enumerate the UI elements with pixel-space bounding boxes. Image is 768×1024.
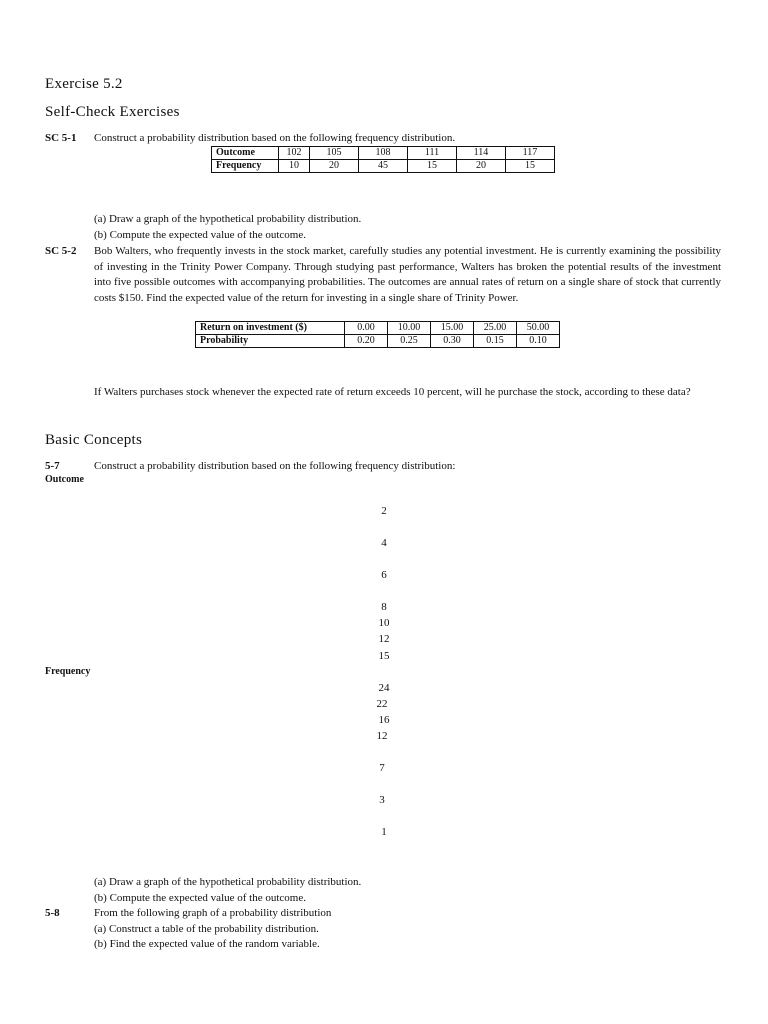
table-cell: 0.10: [517, 335, 560, 348]
exercise-title: Exercise 5.2: [45, 76, 123, 92]
table-cell: 114: [457, 147, 506, 160]
table-cell: 0.00: [345, 322, 388, 335]
table-cell: 15.00: [431, 322, 474, 335]
frequency-label: Frequency: [45, 666, 91, 677]
frequency-value: 16: [378, 714, 390, 726]
frequency-value: 24: [378, 682, 390, 694]
table-cell: 0.15: [474, 335, 517, 348]
sc51-part-b: (b) Compute the expected value of the outcome.: [94, 229, 306, 241]
ex57-label: 5-7: [45, 460, 60, 472]
table-row: [196, 335, 560, 348]
frequency-value: 7: [379, 762, 385, 774]
table-cell: 50.00: [517, 322, 560, 335]
table-cell: 10.00: [388, 322, 431, 335]
frequency-value: 1: [381, 826, 387, 838]
table-row-label: Frequency: [212, 160, 279, 173]
ex57-part-b: (b) Compute the expected value of the outcome.: [94, 892, 306, 904]
table-cell: 0.25: [388, 335, 431, 348]
table-cell: 117: [506, 147, 555, 160]
frequency-value: 3: [379, 794, 385, 806]
sc52-label: SC 5-2: [45, 245, 77, 257]
table-cell: 108: [359, 147, 408, 160]
ex58-label: 5-8: [45, 907, 60, 919]
table-row: [212, 147, 555, 160]
table-cell: 10: [279, 160, 310, 173]
sc51-label: SC 5-1: [45, 132, 77, 144]
outcome-value: 10: [378, 617, 390, 629]
table-cell: 0.20: [345, 335, 388, 348]
sc52-text: Bob Walters, who frequently invests in the stock market, carefully studies any potential investment. He is currently examining the possibility of investing in the Trinity Power Company. Through studying past performance, Walters has broken the potential results of the investment into five possible outcomes with accompanying probabilities. The outcomes are annual rates of return on a single share of stock that currently costs $150. Find the expected value of the return for investing in a single share of Trinity Power.: [94, 245, 721, 304]
basic-concepts-heading: Basic Concepts: [45, 432, 143, 448]
table-cell: 102: [279, 147, 310, 160]
sc52-question: If Walters purchases stock whenever the expected rate of return exceeds 10 percent, will he purchase the stock, according to these data?: [94, 386, 691, 398]
sc51-part-a: (a) Draw a graph of the hypothetical probability distribution.: [94, 213, 362, 225]
ex57-part-a: (a) Draw a graph of the hypothetical probability distribution.: [94, 876, 362, 888]
ex58-text: From the following graph of a probability distribution: [94, 907, 332, 919]
outcome-label: Outcome: [45, 474, 84, 485]
table-row: [212, 160, 555, 173]
table-cell: 20: [310, 160, 359, 173]
ex58-part-b: (b) Find the expected value of the random variable.: [94, 938, 320, 950]
table-row-label: Return on investment ($): [196, 322, 345, 335]
table-cell: 20: [457, 160, 506, 173]
outcome-value: 4: [381, 537, 387, 549]
outcome-value: 15: [378, 650, 390, 662]
frequency-value: 22: [376, 698, 388, 710]
ex57-text: Construct a probability distribution based on the following frequency distribution:: [94, 460, 456, 472]
self-check-heading: Self-Check Exercises: [45, 104, 180, 120]
table-cell: 105: [310, 147, 359, 160]
table-cell: 45: [359, 160, 408, 173]
table-cell: 15: [506, 160, 555, 173]
table-row-label: Outcome: [212, 147, 279, 160]
sc51-text: Construct a probability distribution based on the following frequency distribution.: [94, 132, 456, 144]
table-cell: 15: [408, 160, 457, 173]
outcome-value: 12: [378, 633, 390, 645]
outcome-value: 2: [381, 505, 387, 517]
sc52-table: [195, 321, 560, 348]
table-cell: 111: [408, 147, 457, 160]
table-cell: 25.00: [474, 322, 517, 335]
table-row: [196, 322, 560, 335]
table-row-label: Probability: [196, 335, 345, 348]
ex58-part-a: (a) Construct a table of the probability distribution.: [94, 923, 319, 935]
outcome-value: 8: [381, 601, 387, 613]
table-cell: 0.30: [431, 335, 474, 348]
frequency-value: 12: [376, 730, 388, 742]
outcome-value: 6: [381, 569, 387, 581]
sc51-table: [211, 146, 555, 173]
